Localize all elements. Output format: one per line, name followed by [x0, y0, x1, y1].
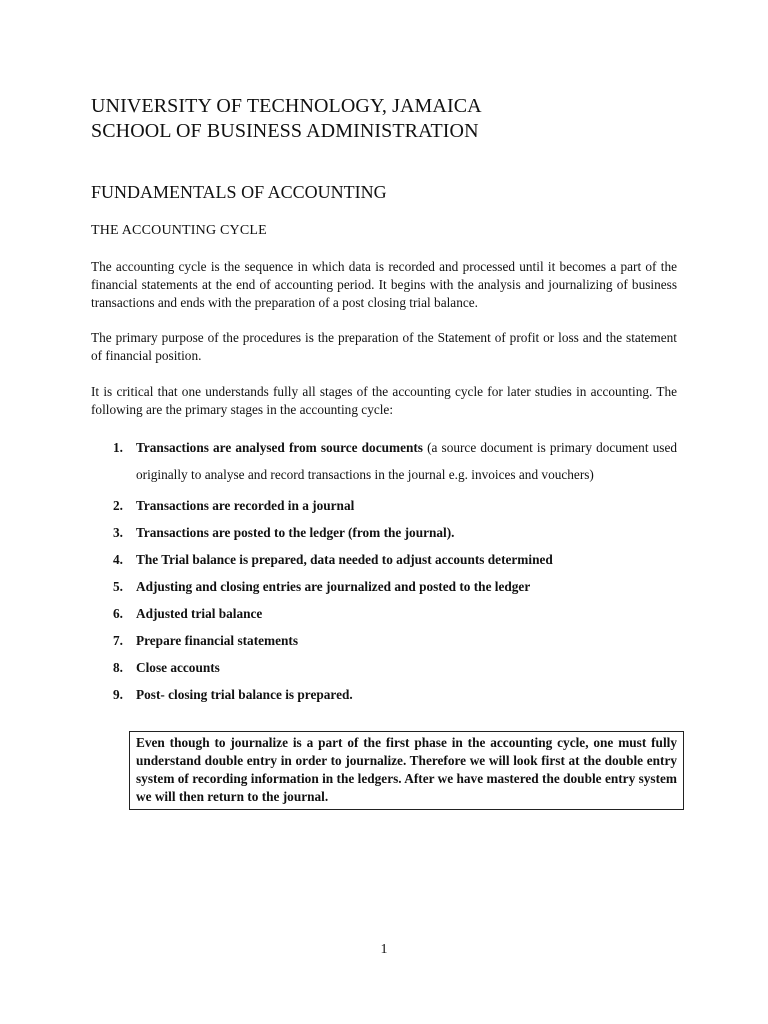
list-item	[91, 551, 677, 569]
step-title: Transactions are recorded in a journal	[136, 498, 355, 513]
university-title: UNIVERSITY OF TECHNOLOGY, JAMAICA	[91, 95, 482, 117]
list-number: 5.	[113, 579, 123, 594]
list-item	[91, 605, 677, 623]
list-item	[91, 632, 677, 650]
page-number: 1	[380, 942, 388, 957]
list-item	[91, 497, 677, 515]
step-title: Close accounts	[136, 660, 220, 675]
step-title: Adjusting and closing entries are journalized and posted to the ledger	[136, 579, 531, 594]
list-number: 4.	[113, 552, 123, 567]
title-block	[91, 94, 482, 144]
note-box: Even though to journalize is a part of the first phase in the accounting cycle, one must fully understand double entry in order to journalize. Therefore we will look first at the double entry system of recording information in the ledgers. After we have mastered the double entry system we will then return to the journal.	[129, 731, 684, 810]
list-item	[91, 686, 677, 704]
step-title: Transactions are posted to the ledger (from the journal).	[136, 525, 455, 540]
step-title: The Trial balance is prepared, data needed to adjust accounts determined	[136, 552, 553, 567]
list-number: 8.	[113, 660, 123, 675]
stages-list	[91, 434, 677, 704]
list-item	[91, 578, 677, 596]
list-number: 9.	[113, 687, 123, 702]
list-number: 3.	[113, 525, 123, 540]
course-title: FUNDAMENTALS OF ACCOUNTING	[91, 182, 387, 202]
section-title: THE ACCOUNTING CYCLE	[91, 223, 267, 238]
list-item	[91, 659, 677, 677]
list-number: 7.	[113, 633, 123, 648]
purpose-paragraph: The primary purpose of the procedures is the preparation of the Statement of profit or loss and the statement of financial position.	[91, 330, 677, 363]
list-number: 1.	[113, 440, 123, 455]
step-title: Adjusted trial balance	[136, 606, 263, 621]
list-number: 2.	[113, 498, 123, 513]
intro-paragraph: The accounting cycle is the sequence in which data is recorded and processed until it becomes a part of the financial statements at the end of accounting period. It begins with the analysis and journalizing of business transactions and ends with the preparation of a post closing trial balance.	[91, 259, 677, 310]
stages-intro-paragraph: It is critical that one understands fully all stages of the accounting cycle for later studies in accounting. The following are the primary stages in the accounting cycle:	[91, 384, 677, 417]
list-number: 6.	[113, 606, 123, 621]
step-title: Prepare financial statements	[136, 633, 298, 648]
list-item	[91, 434, 677, 488]
school-title: SCHOOL OF BUSINESS ADMINISTRATION	[91, 120, 479, 142]
step-title: Post- closing trial balance is prepared.	[136, 687, 353, 702]
list-item	[91, 524, 677, 542]
step-detail: (a source document is primary document used originally to analyse and record transactions in the journal e.g. invoices and vouchers)	[136, 440, 677, 482]
step-title: Transactions are analysed from source documents	[136, 440, 423, 455]
